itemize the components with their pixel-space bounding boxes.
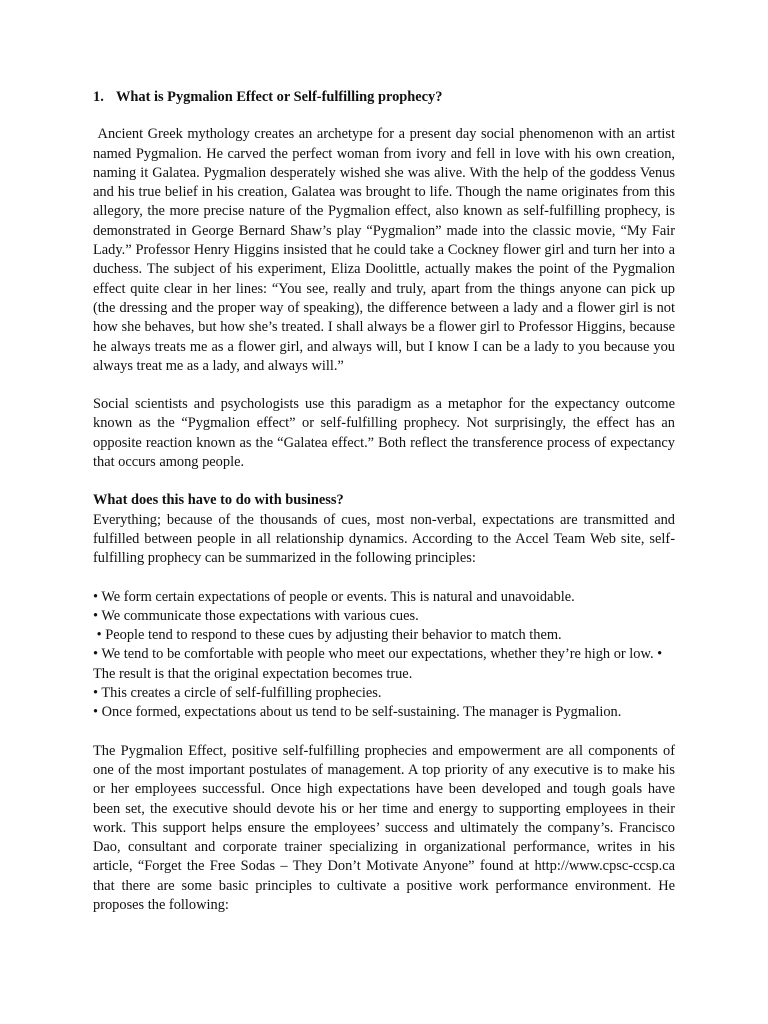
paragraph-social-scientists: Social scientists and psychologists use this paradigm as a metaphor for the expectancy outcome known as the “Pygmalion effect” or self-fulfilling prophecy. Not surprisingly, the effect has an opposite reaction known as the “Galatea effect.” Both reflect the transference process of expectancy that occurs among people. [93, 396, 675, 471]
heading-text: What is Pygmalion Effect or Self-fulfilling prophecy? [116, 89, 443, 105]
list-item: • This creates a circle of self-fulfilling prophecies. [93, 685, 382, 702]
section-heading [93, 88, 675, 107]
business-subheading: What does this have to do with business? [93, 492, 344, 509]
paragraph-everything: Everything; because of the thousands of cues, most non-verbal, expectations are transmitted and fulfilled between people in all relationship dynamics. According to the Accel Team Web site, self-fulfilling prophecy can be summarized in the following principles: [93, 511, 675, 567]
list-item: • People tend to respond to these cues by adjusting their behavior to match them. [93, 627, 562, 644]
principles-list [93, 588, 675, 723]
list-item: • We form certain expectations of people or events. This is natural and unavoidable. [93, 588, 575, 605]
paragraph-pygmalion-management: The Pygmalion Effect, positive self-fulfilling prophecies and empowerment are all components of one of the most important postulates of management. A top priority of any executive is to make his or her employees successful. Once high expectations have been developed and tough goals have been set, the executive should devote his or her time and energy to supporting employees in their work. This support helps ensure the employees’ success and ultimately the company’s. Francisco Dao, consultant and corporate trainer specializing in organizational performance, writes in his article, “Forget the Free Sodas – They Don’t Motivate Anyone” found at http://www.cpsc-ccsp.ca that there are some basic principles to cultivate a positive work performance environment. He proposes the following: [93, 742, 675, 913]
paragraph-mythology: Ancient Greek mythology creates an archetype for a present day social phenomenon with an artist named Pygmalion. He carved the perfect woman from ivory and fell in love with his own creation, naming it Galatea. Pygmalion desperately wished she was alive. With the help of the goddess Venus and his true belief in his creation, Galatea was brought to life. Though the name originates from this allegory, the more precise nature of the Pygmalion effect, also known as self-fulfilling prophecy, is demonstrated in George Bernard Shaw’s play “Pygmalion” made into the classic movie, “My Fair Lady.” Professor Henry Higgins insisted that he could take a Cockney flower girl and turn her into a duchess. The subject of his experiment, Eliza Doolittle, actually makes the point of the Pygmalion effect quite clear in her lines: “You see, really and truly, apart from the things anyone can pick up (the dressing and the proper way of speaking), the difference between a lady and a flower girl is not how she behaves, but how she’s treated. I shall always be a flower girl to Professor Higgins, because he always treats me as a flower girl, and always will, but I know I can be a lady to you because you always treat me as a lady, and always will.” [93, 126, 679, 374]
document-page [93, 88, 679, 915]
list-item: • We communicate those expectations with various cues. [93, 607, 419, 624]
heading-number: 1. [93, 89, 104, 105]
list-item: • Once formed, expectations about us tend to be self-sustaining. The manager is Pygmalion. [93, 704, 622, 721]
list-item: • We tend to be comfortable with people who meet our expectations, whether they’re high or low. • The result is that the original expectation becomes true. [93, 646, 663, 682]
